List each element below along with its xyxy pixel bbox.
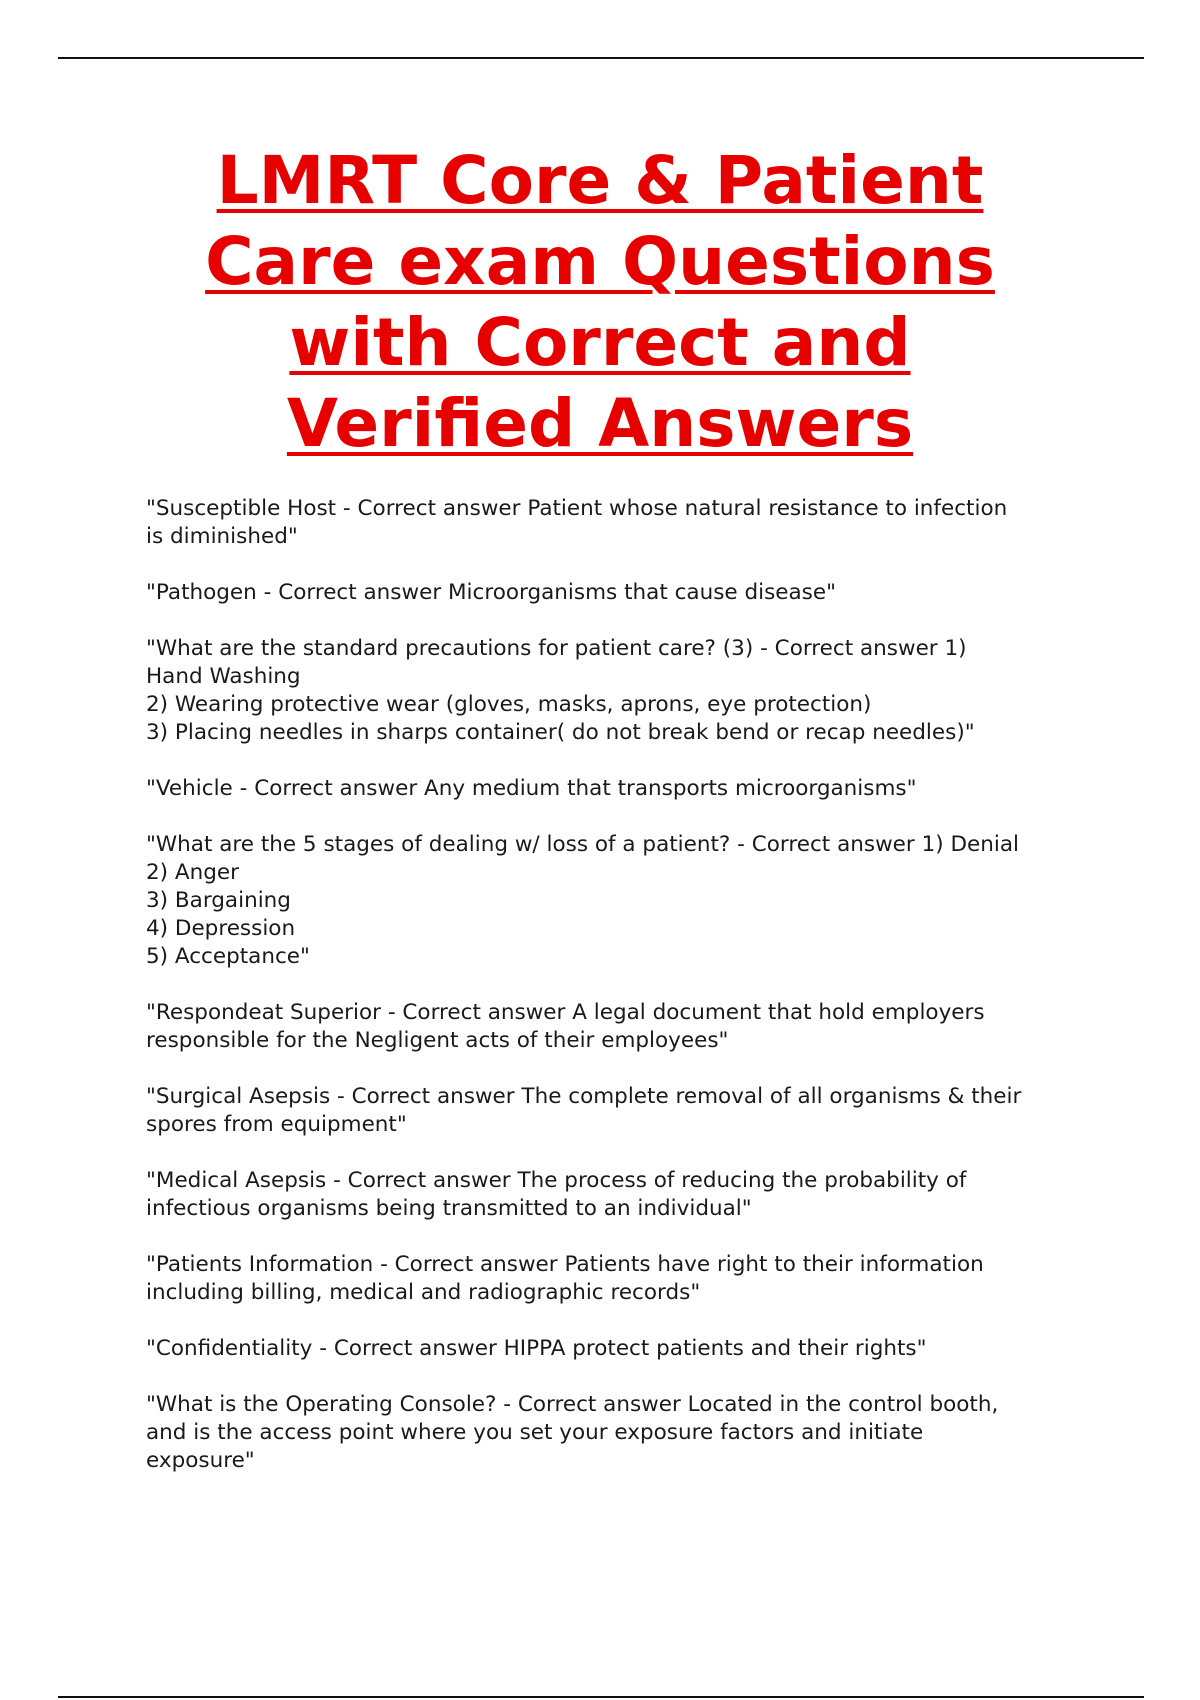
qa-line: "Pathogen - Correct answer Microorganisms that cause disease" <box>146 580 837 605</box>
top-rule <box>58 57 1144 59</box>
qa-line: Hand Washing <box>146 664 301 689</box>
qa-item <box>146 579 1076 607</box>
qa-line: 3) Bargaining <box>146 888 291 913</box>
qa-item <box>146 775 1076 803</box>
qa-line: "What are the 5 stages of dealing w/ loss of a patient? - Correct answer 1) Denial <box>146 832 1019 857</box>
title-line: Care exam Questions <box>205 223 995 300</box>
qa-line: 2) Wearing protective wear (gloves, masks, aprons, eye protection) <box>146 692 872 717</box>
qa-line: is diminished" <box>146 524 298 549</box>
qa-list <box>146 495 1076 1503</box>
qa-line: 4) Depression <box>146 916 296 941</box>
qa-item <box>146 1391 1076 1475</box>
qa-item <box>146 831 1076 971</box>
bottom-rule <box>58 1696 1144 1698</box>
qa-item <box>146 1083 1076 1139</box>
qa-line: 2) Anger <box>146 860 239 885</box>
qa-line: "What is the Operating Console? - Correct answer Located in the control booth, <box>146 1392 999 1417</box>
qa-item <box>146 635 1076 747</box>
qa-line: exposure" <box>146 1448 255 1473</box>
qa-line: "Confidentiality - Correct answer HIPPA protect patients and their rights" <box>146 1336 927 1361</box>
qa-line: and is the access point where you set your exposure factors and initiate <box>146 1420 924 1445</box>
qa-line: including billing, medical and radiographic records" <box>146 1280 701 1305</box>
document-title <box>140 140 1060 464</box>
qa-item <box>146 1335 1076 1363</box>
qa-line: "Respondeat Superior - Correct answer A legal document that hold employers <box>146 1000 985 1025</box>
qa-line: spores from equipment" <box>146 1112 407 1137</box>
qa-item <box>146 1167 1076 1223</box>
qa-line: responsible for the Negligent acts of their employees" <box>146 1028 729 1053</box>
qa-line: "Surgical Asepsis - Correct answer The complete removal of all organisms & their <box>146 1084 1022 1109</box>
qa-item <box>146 495 1076 551</box>
title-line: Verified Answers <box>286 385 914 462</box>
qa-line: "Medical Asepsis - Correct answer The process of reducing the probability of <box>146 1168 967 1193</box>
qa-line: "What are the standard precautions for patient care? (3) - Correct answer 1) <box>146 636 967 661</box>
qa-line: "Patients Information - Correct answer Patients have right to their information <box>146 1252 984 1277</box>
qa-line: "Vehicle - Correct answer Any medium that transports microorganisms" <box>146 776 917 801</box>
qa-line: 5) Acceptance" <box>146 944 310 969</box>
qa-line: infectious organisms being transmitted to an individual" <box>146 1196 752 1221</box>
title-line: LMRT Core & Patient <box>216 142 984 219</box>
qa-line: 3) Placing needles in sharps container( do not break bend or recap needles)" <box>146 720 975 745</box>
qa-line: "Susceptible Host - Correct answer Patient whose natural resistance to infection <box>146 496 1008 521</box>
qa-item <box>146 1251 1076 1307</box>
title-line: with Correct and <box>289 304 911 381</box>
qa-item <box>146 999 1076 1055</box>
